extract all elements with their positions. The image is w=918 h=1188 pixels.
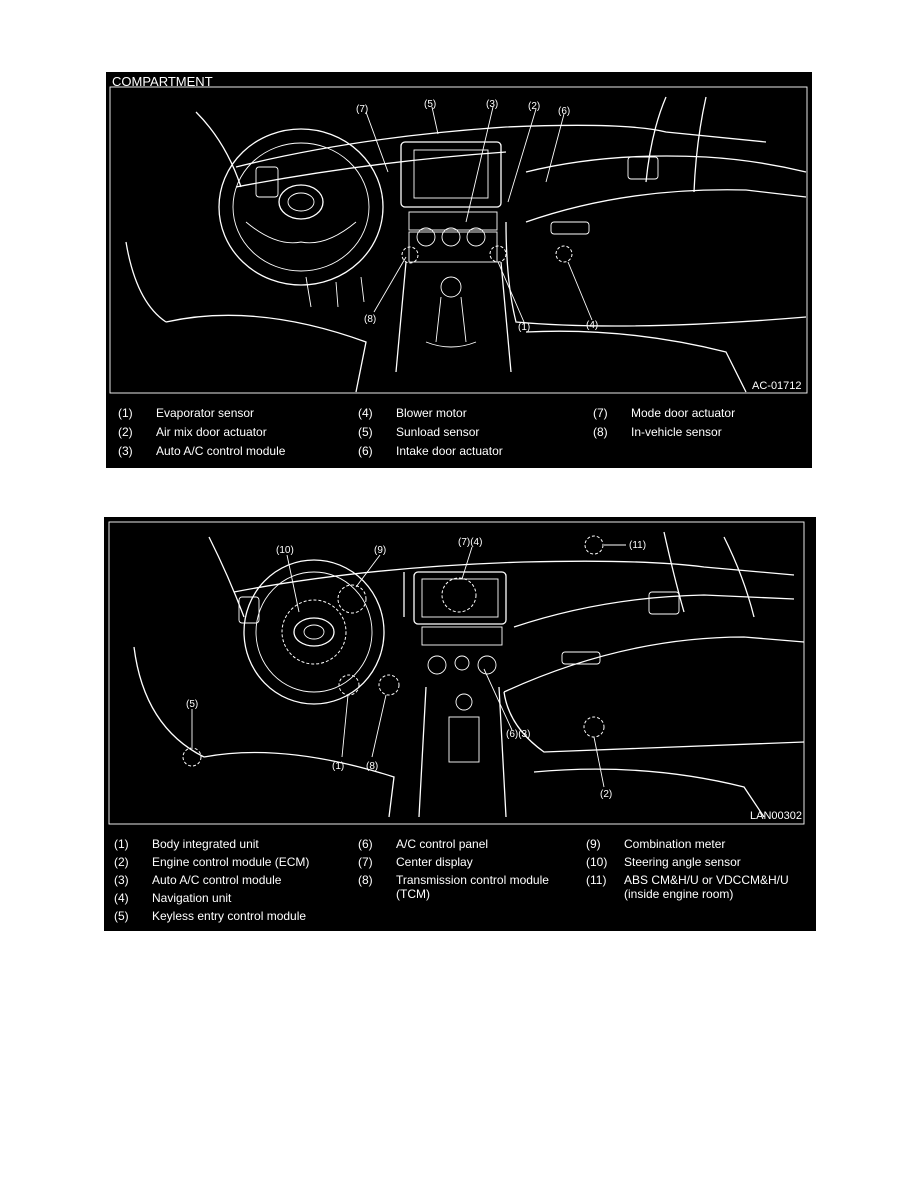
callout-5: (5) bbox=[424, 99, 437, 110]
evaporator-sensor-marker bbox=[490, 246, 506, 262]
callout-6: (6) bbox=[558, 106, 571, 117]
callout-7-4: (7)(4) bbox=[458, 537, 483, 548]
callout-7: (7) bbox=[356, 104, 369, 115]
tcm-marker bbox=[379, 675, 399, 695]
callout-6-3: (6)(3) bbox=[506, 729, 531, 740]
compartment-diagram-panel bbox=[106, 72, 812, 468]
callout-5: (5) bbox=[186, 699, 199, 710]
combination-meter-marker bbox=[338, 585, 366, 613]
callout-9: (9) bbox=[374, 545, 387, 556]
legend-1: (1) Evaporator sensor (2) Air mix door actuator (3) Auto A/C control module (4) Blower motor (5) Sunload sensor (6) Intake door actuator (7) Mode door actuator (8) In-vehicle sensor bbox=[118, 406, 736, 458]
electrical-components-diagram-panel bbox=[104, 517, 816, 931]
abs-unit-marker bbox=[585, 536, 603, 554]
callout-3: (3) bbox=[486, 99, 499, 110]
callout-11: (11) bbox=[629, 540, 647, 551]
callout-1: (1) bbox=[332, 761, 345, 772]
diagram-title: COMPARTMENT bbox=[112, 74, 213, 89]
callout-8: (8) bbox=[364, 314, 377, 325]
callout-4: (4) bbox=[586, 320, 599, 331]
steering-angle-sensor-marker bbox=[282, 600, 346, 664]
ecm-marker bbox=[584, 717, 604, 737]
diagram-code: AC-01712 bbox=[752, 380, 802, 392]
legend-2: (1) Body integrated unit (2) Engine control module (ECM) (3) Auto A/C control module (4) Navigation unit (5) Keyless entry control module (6) A/C control panel (7) Center display (8) Transmission control module (TCM) (9) Combination meter (10) Steering angle sensor (11) ABS CM&H/U or VDCCM&H/U (inside engine room) bbox=[114, 837, 789, 923]
blower-motor-marker bbox=[556, 246, 572, 262]
callout-10: (10) bbox=[276, 545, 294, 556]
callout-1: (1) bbox=[518, 322, 531, 333]
navigation-unit-marker bbox=[442, 578, 476, 612]
callout-2: (2) bbox=[528, 101, 541, 112]
callout-8: (8) bbox=[366, 761, 379, 772]
diagram-code: LAN00302 bbox=[750, 810, 802, 822]
callout-2: (2) bbox=[600, 789, 613, 800]
